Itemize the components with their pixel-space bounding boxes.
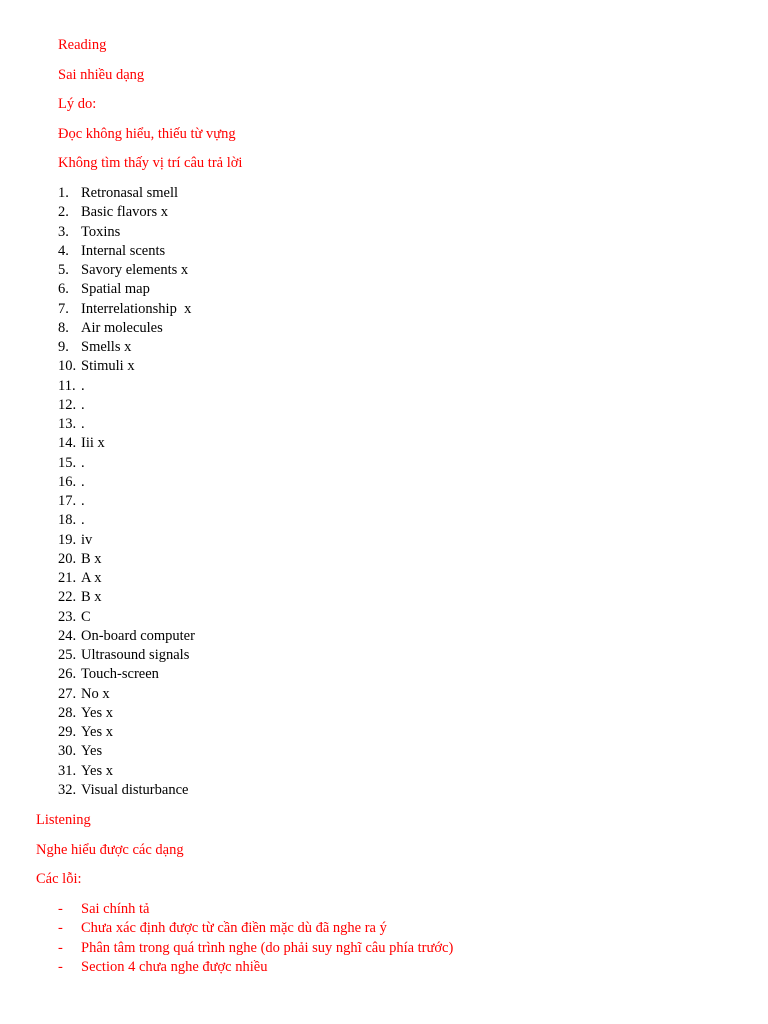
answer-number: 10. xyxy=(58,358,77,375)
answer-number: 22. xyxy=(58,589,77,606)
error-text: Section 4 chưa nghe được nhiều xyxy=(81,958,268,975)
listening-heading: Listening xyxy=(36,812,91,828)
answer-number: 8. xyxy=(58,319,69,336)
answer-text: B x xyxy=(81,589,102,606)
answer-number: 15. xyxy=(58,454,77,471)
answer-number: 24. xyxy=(58,627,77,644)
answer-number: 27. xyxy=(58,685,77,702)
answer-text: Air molecules xyxy=(81,319,163,336)
answer-number: 23. xyxy=(58,608,77,625)
answer-number: 26. xyxy=(58,666,77,683)
answer-text: Savory elements x xyxy=(81,262,189,278)
answer-text: No x xyxy=(81,685,110,702)
answer-text: B x xyxy=(81,550,102,567)
answer-text: Iii x xyxy=(81,435,105,452)
answer-number: 7. xyxy=(58,300,69,317)
answer-number: 18. xyxy=(58,512,77,529)
reading-note: Không tìm thấy vị trí câu trả lời xyxy=(58,155,243,171)
answer-text: Interrelationship x xyxy=(81,300,192,317)
error-text: Chưa xác định được từ cần điền mặc dù đã nghe ra ý xyxy=(81,920,387,937)
answer-text: Smells x xyxy=(81,339,132,355)
answer-number: 9. xyxy=(58,339,69,355)
answer-text: Touch-screen xyxy=(81,666,159,683)
answer-text: Yes x xyxy=(81,762,113,779)
listening-errors-label: Các lỗi: xyxy=(36,871,82,887)
answer-text: Spatial map xyxy=(81,281,150,298)
listening-summary: Nghe hiểu được các dạng xyxy=(36,842,184,858)
answer-text: Yes x xyxy=(81,704,113,721)
answer-number: 11. xyxy=(58,377,76,394)
bullet-marker: - xyxy=(58,901,63,917)
reading-note: Lý do: xyxy=(58,96,97,112)
answer-text: . xyxy=(81,416,85,432)
error-text: Sai chính tả xyxy=(81,901,150,917)
bullet-marker: - xyxy=(58,958,63,975)
answer-number: 12. xyxy=(58,396,77,413)
answer-text: Stimuli x xyxy=(81,358,135,375)
answer-text: Retronasal smell xyxy=(81,185,179,201)
answer-number: 1. xyxy=(58,185,69,201)
answer-number: 21. xyxy=(58,570,77,586)
answer-text: iv xyxy=(81,531,93,548)
answer-text: Yes xyxy=(81,743,103,760)
answer-number: 20. xyxy=(58,550,77,567)
answer-number: 5. xyxy=(58,262,69,278)
answer-number: 14. xyxy=(58,435,77,452)
answer-number: 17. xyxy=(58,493,77,509)
bullet-marker: - xyxy=(58,939,63,956)
reading-note: Đọc không hiểu, thiếu từ vựng xyxy=(58,126,236,142)
answer-number: 31. xyxy=(58,762,77,779)
answer-number: 3. xyxy=(58,223,69,240)
answer-text: . xyxy=(81,396,85,413)
answer-text: . xyxy=(81,377,85,394)
answer-number: 25. xyxy=(58,647,77,663)
answer-number: 30. xyxy=(58,743,77,760)
answer-text: . xyxy=(81,454,85,471)
answer-text: Toxins xyxy=(81,223,121,240)
answer-text: Ultrasound signals xyxy=(81,647,190,663)
answer-text: . xyxy=(81,493,85,509)
answer-text: Visual disturbance xyxy=(81,781,189,798)
answer-text: Yes x xyxy=(81,724,113,740)
answer-number: 28. xyxy=(58,704,77,721)
answer-number: 29. xyxy=(58,724,77,740)
answer-text: A x xyxy=(81,570,102,586)
bullet-marker: - xyxy=(58,920,63,937)
error-text: Phân tâm trong quá trình nghe (do phải suy nghĩ câu phía trước) xyxy=(81,939,454,956)
answer-number: 6. xyxy=(58,281,69,298)
answer-number: 32. xyxy=(58,781,77,798)
answer-number: 4. xyxy=(58,242,69,259)
answer-number: 2. xyxy=(58,204,69,221)
answer-number: 16. xyxy=(58,473,77,490)
answer-number: 13. xyxy=(58,416,77,432)
reading-note: Sai nhiều dạng xyxy=(58,67,145,83)
reading-heading: Reading xyxy=(58,37,107,53)
answer-number: 19. xyxy=(58,531,77,548)
answer-text: On-board computer xyxy=(81,627,195,644)
answer-text: . xyxy=(81,473,85,490)
answer-text: C xyxy=(81,608,91,625)
answer-text: Internal scents xyxy=(81,242,166,259)
answer-text: Basic flavors x xyxy=(81,204,168,221)
answer-text: . xyxy=(81,512,85,529)
